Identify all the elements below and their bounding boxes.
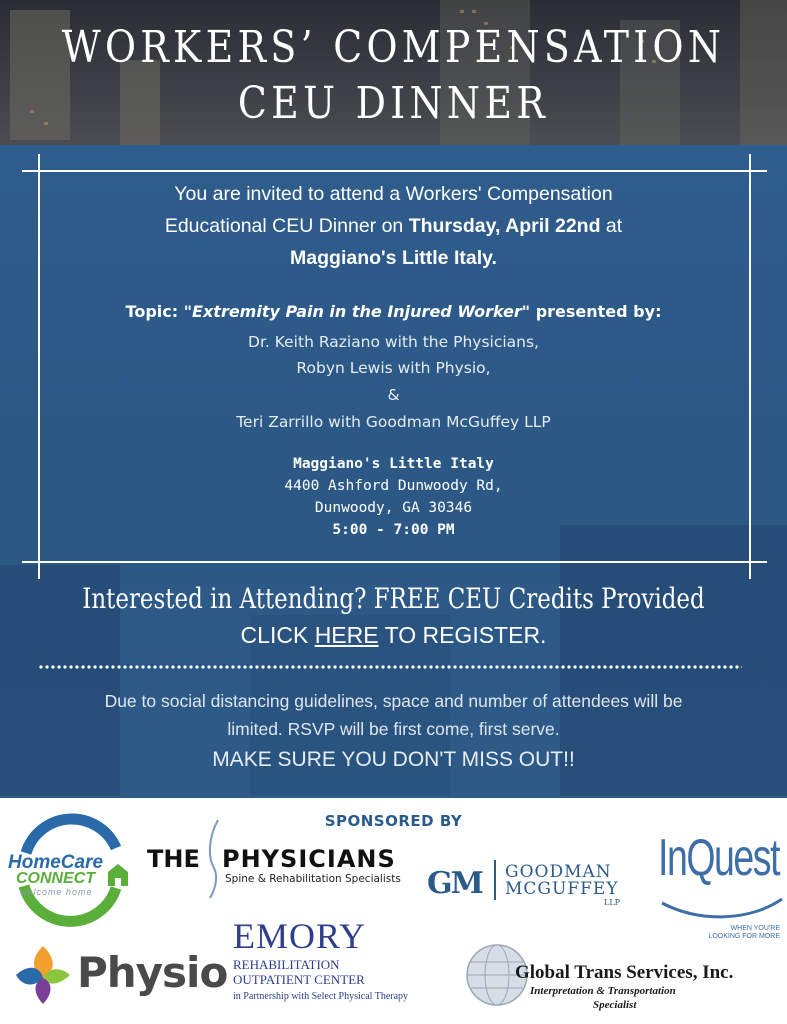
invitation-line-2-post: at <box>600 215 623 237</box>
physicians-the: THE <box>147 845 200 873</box>
notice-line-2: limited. RSVP will be first come, first serve. <box>227 719 560 739</box>
homecare-line-1: HomeCare <box>8 852 104 873</box>
inquest-name: InQuest <box>658 829 780 887</box>
sponsored-by-heading: SPONSORED BY <box>324 812 463 830</box>
invitation-line-3: Maggiano's Little Italy. <box>290 247 497 269</box>
venue-name: Maggiano's Little Italy <box>293 456 494 472</box>
physicians-subtitle: Spine & Rehabilitation Specialists <box>225 873 401 885</box>
invitation-line-2-pre: Educational CEU Dinner on <box>164 215 409 237</box>
goodman-line-1: GOODMAN <box>505 862 612 882</box>
event-time: 5:00 - 7:00 PM <box>332 522 455 538</box>
goodman-mark: GM <box>427 866 482 901</box>
emory-name: EMORY <box>233 916 367 956</box>
topic-label: Topic: <box>125 302 184 321</box>
venue-street: 4400 Ashford Dunwoody Rd, <box>284 478 503 494</box>
gts-line-1: Interpretation & Transportation <box>530 985 676 997</box>
homecare-tagline: welcome home <box>20 887 93 897</box>
register-post: TO REGISTER. <box>378 622 547 648</box>
physio-leaf-icon <box>10 942 76 1008</box>
invitation-line-2 <box>60 210 727 243</box>
cta-headline: Interested in Attending? FREE CEU Credits Provided <box>82 582 705 615</box>
frame-bottom-line <box>22 561 767 563</box>
register-pre: CLICK <box>240 622 315 648</box>
goodman-divider-icon <box>493 860 497 900</box>
inquest-swoosh-icon <box>660 895 785 923</box>
physio-name: Physio <box>77 948 228 997</box>
frame-right-line <box>749 154 751 579</box>
goodman-line-2: MCGUFFEY <box>505 879 619 899</box>
title-line-1: WORKERS’ COMPENSATION <box>61 22 726 73</box>
register-link[interactable]: HERE <box>314 622 379 648</box>
goodman-llp: LLP <box>604 898 621 907</box>
frame-top-line <box>22 170 767 172</box>
emory-partnership: in Partnership with Select Physical Therapy <box>233 991 409 1002</box>
homecare-line-2: CONNECT <box>16 870 96 887</box>
dotted-divider <box>38 664 742 670</box>
presenter-2: Robyn Lewis with Physio, <box>296 359 491 377</box>
venue-city: Dunwoody, GA 30346 <box>314 500 473 516</box>
topic-title: "Extremity Pain in the Injured Worker" <box>183 302 531 321</box>
physicians-name: PHYSICIANS <box>222 845 396 873</box>
presenter-3: Teri Zarrillo with Goodman McGuffey LLP <box>236 413 551 431</box>
dont-miss-out: MAKE SURE YOU DON'T MISS OUT!! <box>212 748 575 771</box>
presenter-ampersand: & <box>387 386 400 404</box>
presenter-1: Dr. Keith Raziano with the Physicians, <box>248 333 539 351</box>
topic-suffix: presented by: <box>530 302 662 321</box>
register-line <box>0 622 787 649</box>
notice-line-1: Due to social distancing guidelines, space and number of attendees will be <box>104 691 683 711</box>
gts-name: Global Trans Services, Inc. <box>515 962 734 983</box>
title-line-2: CEU DINNER <box>237 78 550 129</box>
topic-line <box>40 302 747 321</box>
social-distancing-notice <box>20 687 767 743</box>
emory-subtitle <box>233 957 365 987</box>
emory-line-1: REHABILITATION <box>233 957 340 972</box>
gts-line-2: Specialist <box>593 999 637 1011</box>
inquest-tagline: WHEN YOU'RE LOOKING FOR MORE <box>708 925 780 940</box>
emory-line-2: OUTPATIENT CENTER <box>233 972 365 987</box>
invitation-line-1: You are invited to attend a Workers' Compensation <box>174 183 613 205</box>
event-date: Thursday, April 22nd <box>408 215 601 237</box>
physicians-swoosh-icon <box>204 818 222 900</box>
